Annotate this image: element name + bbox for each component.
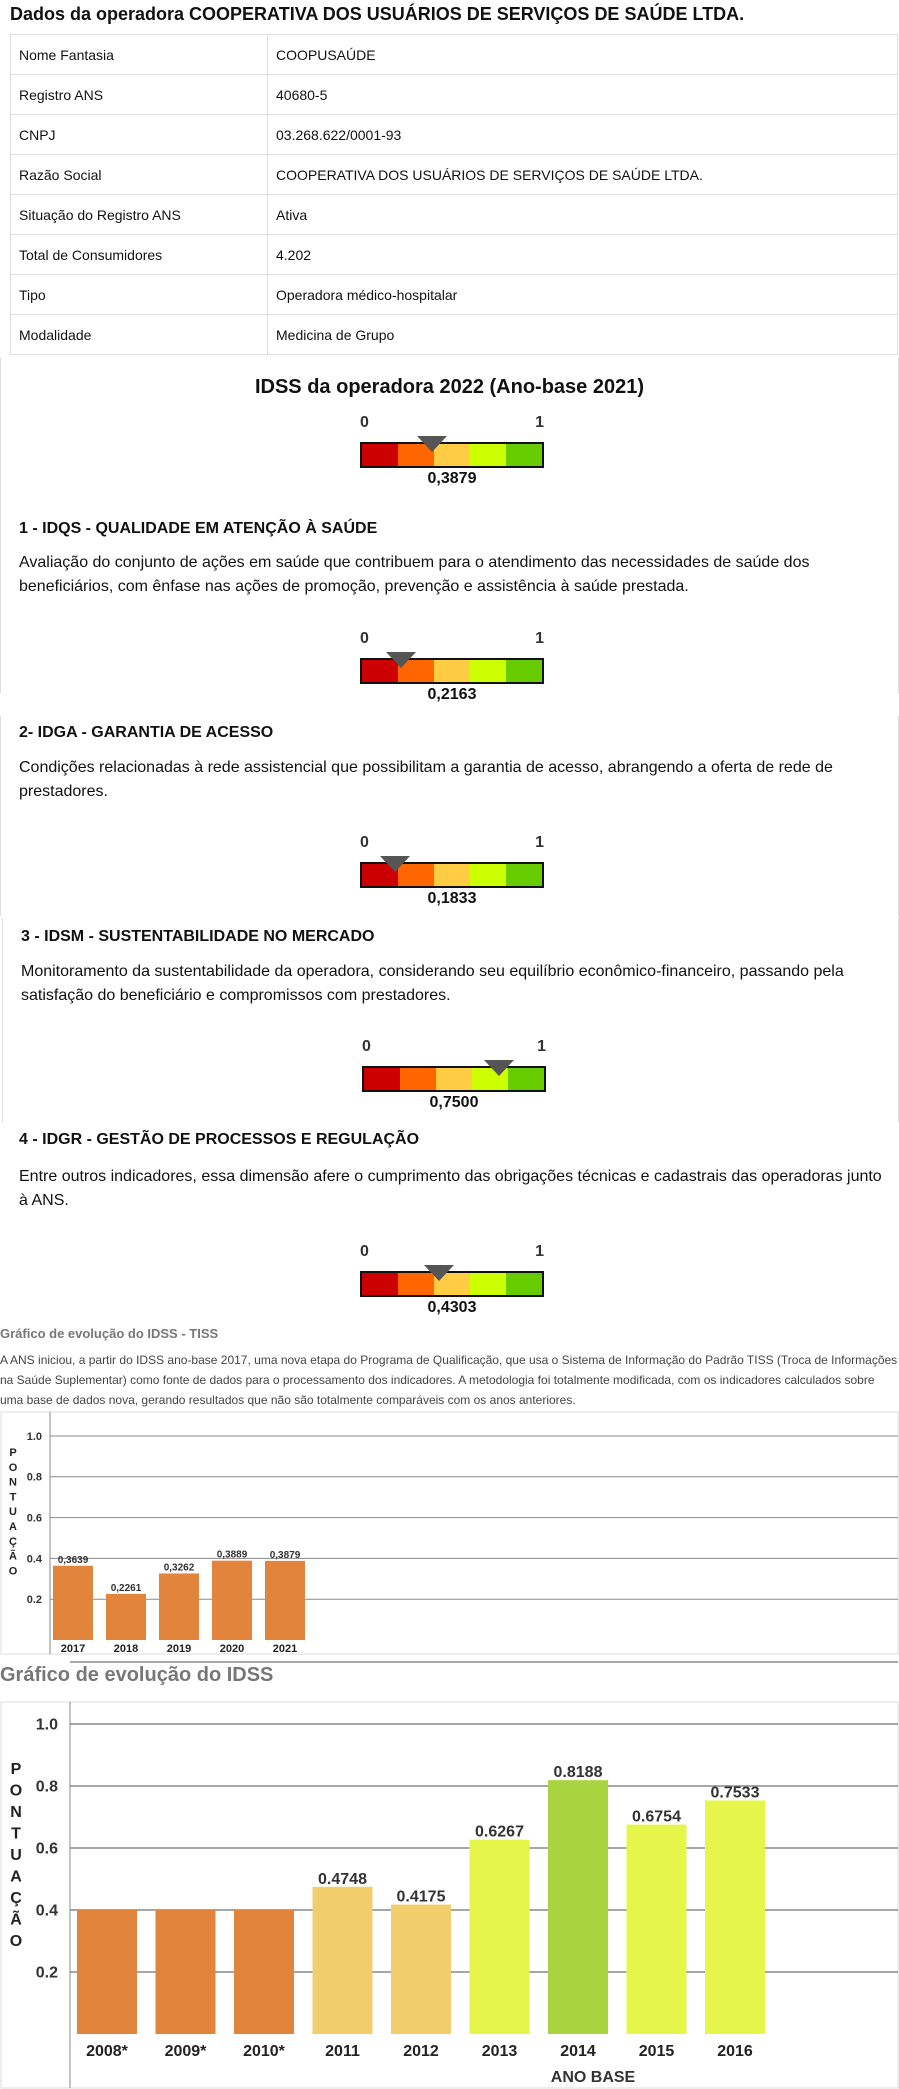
info-value: Ativa	[268, 195, 898, 235]
gauge-segment	[470, 660, 506, 682]
chart-bar	[705, 1800, 765, 2034]
info-row	[11, 155, 898, 195]
info-label: Total de Consumidores	[11, 235, 268, 275]
y-axis-label-letter: Ç	[9, 1535, 17, 1548]
info-row	[11, 115, 898, 155]
gauge-segment	[470, 1273, 506, 1295]
chart-bar	[212, 1561, 252, 1640]
x-category-label: 2020	[219, 1643, 245, 1655]
bar-value-label: 0,3262	[163, 1562, 195, 1574]
y-tick-label: 0.4	[26, 1553, 42, 1566]
info-row	[11, 195, 898, 235]
y-axis-label-letter: O	[9, 1933, 23, 1950]
gauge-marker-icon	[386, 652, 416, 668]
page-title: Dados da operadora COOPERATIVA DOS USUÁRIOS DE SERVIÇOS DE SAÚDE LTDA.	[10, 4, 745, 24]
y-tick-label: 0.6	[35, 1840, 58, 1858]
gauge-marker-icon	[484, 1060, 514, 1076]
y-axis-label-letter: Ã	[9, 1550, 17, 1563]
y-axis-label-letter: O	[8, 1461, 18, 1474]
x-category-label: 2011	[325, 2043, 360, 2060]
y-tick-label: 0.2	[35, 1964, 58, 1982]
gauge-bar	[362, 1066, 546, 1092]
bar-value-label: 0.4748	[318, 1870, 367, 1888]
gauge-marker-icon	[424, 1265, 454, 1281]
gauge-segment	[364, 1068, 400, 1090]
chart-bar	[265, 1561, 305, 1640]
y-tick-label: 1.0	[26, 1430, 42, 1443]
indicator-title: 1 - IDQS - QUALIDADE EM ATENÇÃO À SAÚDE	[19, 520, 378, 537]
tiss-chart-description: A ANS iniciou, a partir do IDSS ano-base 2017, uma nova etapa do Programa de Qualificação, que usa o Sistema de Informação do Padrão TISS (Troca de Informações na Saúde Suplementar) como fonte de dados para o processamento dos indicadores. A metodologia foi totalmente modificada, com os indicadores calculados sobre uma base de dados nova, gerando resultados que não são totalmente comparáveis com os anos anteriores.	[0, 1353, 898, 1407]
info-row	[11, 315, 898, 355]
y-tick-label: 0.2	[26, 1594, 42, 1607]
info-row	[11, 35, 898, 75]
info-label: Nome Fantasia	[11, 35, 268, 75]
bar-value-label: 0,3639	[57, 1554, 89, 1566]
gauge-min-label: 0	[360, 834, 369, 851]
gauge-segment	[434, 864, 470, 886]
y-axis-label-letter: N	[9, 1476, 17, 1489]
y-tick-label: 0.8	[35, 1778, 58, 1796]
chart-bar	[156, 1910, 216, 2034]
idss-history-bar-chart	[0, 1660, 899, 2089]
gauge-segment	[470, 864, 506, 886]
bar-value-label: 0.4175	[396, 1888, 446, 1906]
y-axis-label-letter: N	[10, 1804, 22, 1821]
indicator-gauge-idsm	[362, 1038, 546, 1112]
gauge-segment	[362, 1273, 398, 1295]
indicator-description: Avaliação do conjunto de ações em saúde que contribuem para o atendimento das necessidades de saúde dos beneficiários, com ênfase nas ações de promoção, prevenção e assistência à saúde prestada.	[19, 554, 810, 595]
x-category-label: 2009*	[164, 2043, 207, 2060]
gauge-segment	[506, 660, 542, 682]
info-row	[11, 235, 898, 275]
y-axis-label-letter: A	[9, 1521, 17, 1533]
indicator-gauge-idqs	[360, 630, 544, 704]
x-category-label: 2018	[113, 1643, 139, 1655]
indicator-description: Condições relacionadas à rede assistencial que possibilitam a garantia de acesso, abrangendo a oferta de rede de prestadores.	[19, 759, 833, 800]
bar-value-label: 0.6267	[475, 1823, 524, 1841]
x-axis-label: ANO BASE	[550, 2069, 636, 2086]
x-category-label: 2008*	[86, 2043, 128, 2060]
gauge-max-label: 1	[535, 414, 544, 431]
gauge-min-label: 0	[360, 414, 369, 431]
chart-bar	[548, 1780, 608, 2034]
indicator-gauge-idgr	[360, 1243, 544, 1317]
gauge-segment	[470, 444, 506, 466]
y-axis-label-letter: Ç	[10, 1890, 22, 1907]
chart-bar	[234, 1910, 294, 2034]
x-category-label: 2016	[717, 2043, 753, 2060]
gauge-segment	[400, 1068, 436, 1090]
chart-bar	[77, 1910, 137, 2034]
y-axis-label-letter: T	[9, 1491, 17, 1504]
info-label: Situação do Registro ANS	[11, 195, 268, 235]
y-tick-label: 0.8	[26, 1471, 42, 1484]
bar-value-label: 0.6754	[632, 1808, 681, 1826]
x-category-label: 2013	[481, 2043, 518, 2060]
gauge-segment	[362, 444, 398, 466]
bar-value-label: 0,2261	[110, 1582, 142, 1594]
info-label: Razão Social	[11, 155, 268, 195]
chart-bar	[627, 1825, 687, 2034]
info-value: COOPUSAÚDE	[268, 35, 898, 75]
x-category-label: 2021	[272, 1643, 298, 1655]
indicator-gauge-idga	[360, 834, 544, 908]
info-value: COOPERATIVA DOS USUÁRIOS DE SERVIÇOS DE SAÚDE LTDA.	[268, 155, 898, 195]
chart-bar	[391, 1905, 451, 2034]
chart-bar	[53, 1566, 93, 1640]
gauge-max-label: 1	[537, 1038, 546, 1055]
info-label: Tipo	[11, 275, 268, 315]
y-tick-label: 0.4	[35, 1902, 58, 1920]
info-value: 4.202	[268, 235, 898, 275]
bar-value-label: 0.8188	[553, 1764, 603, 1782]
indicator-description: Entre outros indicadores, essa dimensão afere o cumprimento das obrigações técnicas e cadastrais das operadoras junto à ANS.	[19, 1168, 882, 1209]
indicator-description: Monitoramento da sustentabilidade da operadora, considerando seu equilíbrio econômico-financeiro, passando pela satisfação do beneficiário e compromissos com prestadores.	[21, 963, 844, 1004]
gauge-value: 0,1833	[427, 890, 477, 907]
tiss-bar-chart	[0, 1410, 899, 1660]
x-category-label: 2019	[166, 1643, 192, 1655]
gauge-segment	[506, 864, 542, 886]
y-tick-label: 0.6	[26, 1512, 42, 1525]
gauge-min-label: 0	[360, 1243, 369, 1260]
x-category-label: 2017	[60, 1643, 86, 1655]
idss-title: IDSS da operadora 2022 (Ano-base 2021)	[254, 376, 645, 398]
gauge-segment	[506, 444, 542, 466]
info-label: CNPJ	[11, 115, 268, 155]
idss-history-chart-title: Gráfico de evolução do IDSS	[0, 1664, 274, 1686]
gauge-value: 0,2163	[427, 686, 477, 703]
y-axis-label-letter: O	[9, 1782, 23, 1800]
gauge-marker-icon	[380, 856, 410, 872]
y-tick-label: 1.0	[35, 1716, 58, 1734]
tiss-chart-title: Gráfico de evolução do IDSS - TISS	[0, 1326, 219, 1341]
info-row	[11, 75, 898, 115]
x-category-label: 2010*	[243, 2043, 285, 2060]
x-category-label: 2012	[403, 2043, 439, 2060]
gauge-max-label: 1	[535, 1243, 544, 1260]
info-label: Registro ANS	[11, 75, 268, 115]
chart-bar	[313, 1887, 373, 2034]
gauge-min-label: 0	[362, 1038, 371, 1055]
y-axis-label-letter: A	[10, 1868, 22, 1886]
bar-value-label: 0.7533	[710, 1784, 760, 1802]
y-axis-label-letter: U	[10, 1847, 22, 1864]
gauge-bar	[360, 442, 544, 468]
y-axis-label-letter: P	[9, 1447, 17, 1459]
gauge-segment	[506, 1273, 542, 1295]
y-axis-label-letter: T	[11, 1825, 21, 1843]
x-category-label: 2015	[638, 2043, 675, 2060]
gauge-value: 0,3879	[427, 470, 477, 487]
gauge-segment	[436, 1068, 472, 1090]
info-row	[11, 275, 898, 315]
bar-value-label: 0,3879	[269, 1549, 301, 1561]
gauge-segment	[434, 660, 470, 682]
chart-bar	[106, 1594, 146, 1640]
x-category-label: 2014	[560, 2043, 596, 2060]
y-axis-label-letter: Ã	[10, 1911, 22, 1929]
info-value: Operadora médico-hospitalar	[268, 275, 898, 315]
chart-bar	[470, 1840, 530, 2034]
gauge-min-label: 0	[360, 630, 369, 647]
gauge-value: 0,4303	[427, 1299, 477, 1316]
indicator-title: 2- IDGA - GARANTIA DE ACESSO	[19, 724, 274, 741]
y-axis-label-letter: O	[8, 1565, 18, 1578]
info-value: 40680-5	[268, 75, 898, 115]
gauge-marker-icon	[417, 436, 447, 452]
y-axis-label-letter: U	[9, 1506, 17, 1519]
gauge-max-label: 1	[535, 834, 544, 851]
chart-bar	[159, 1573, 199, 1640]
info-value: 03.268.622/0001-93	[268, 115, 898, 155]
indicator-title: 4 - IDGR - GESTÃO DE PROCESSOS E REGULAÇÃO	[19, 1131, 420, 1148]
gauge-max-label: 1	[535, 630, 544, 647]
operator-info-table	[10, 34, 898, 355]
idss-gauge	[360, 414, 544, 488]
y-axis-label-letter: P	[10, 1761, 22, 1778]
bar-value-label: 0,3889	[216, 1549, 248, 1561]
info-label: Modalidade	[11, 315, 268, 355]
gauge-value: 0,7500	[429, 1094, 479, 1111]
info-value: Medicina de Grupo	[268, 315, 898, 355]
indicator-title: 3 - IDSM - SUSTENTABILIDADE NO MERCADO	[21, 928, 375, 945]
